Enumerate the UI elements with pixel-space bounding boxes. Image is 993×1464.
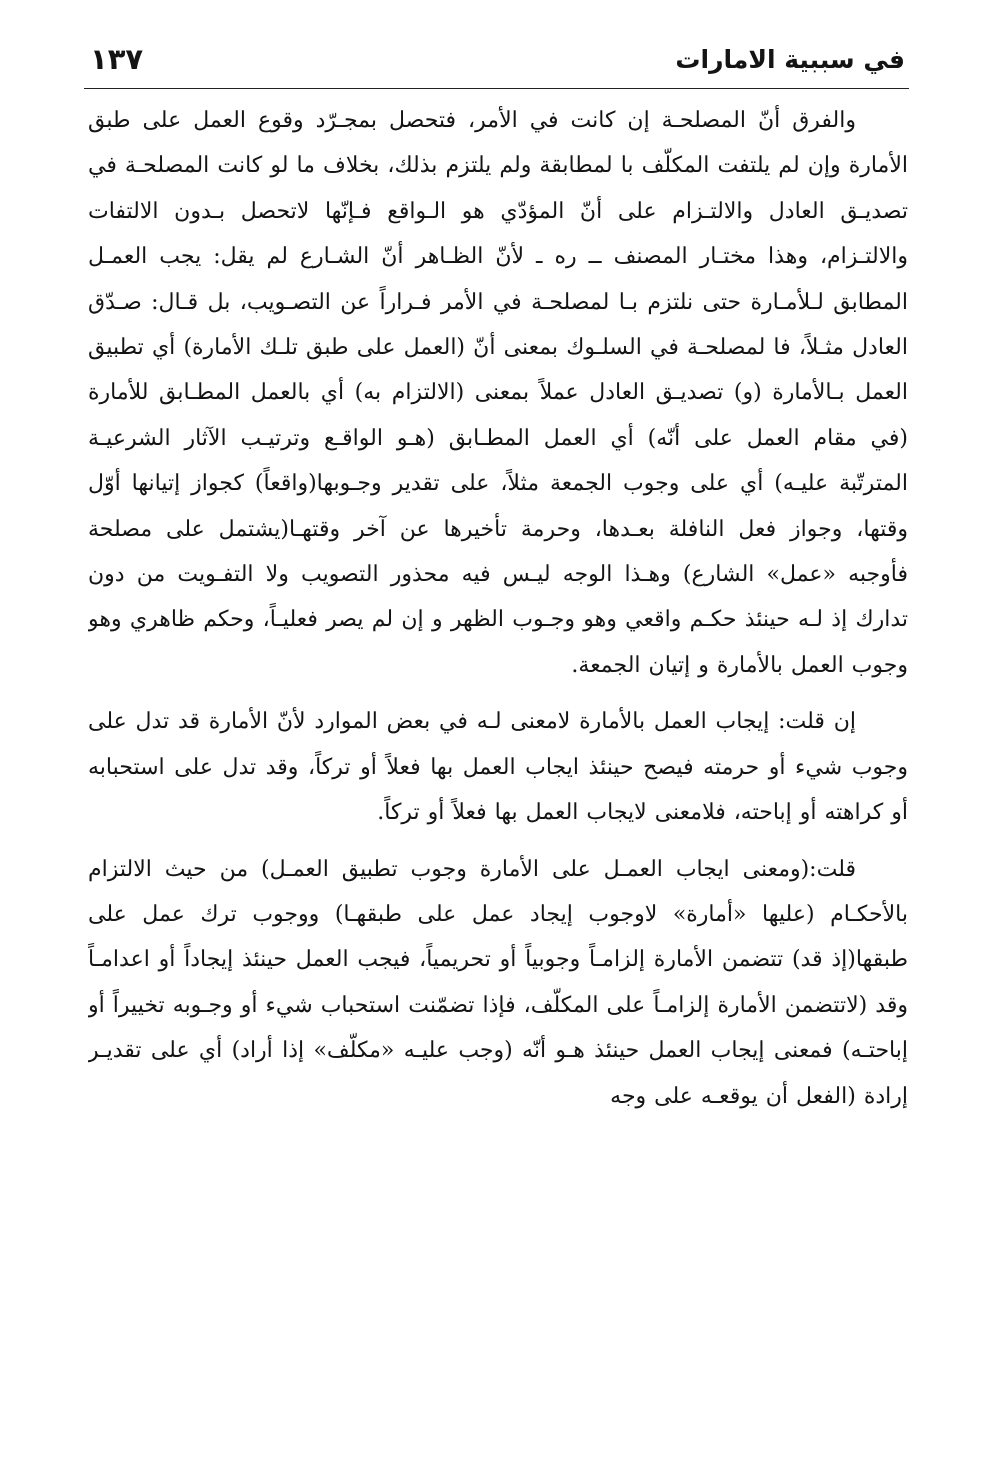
page-header xyxy=(84,36,909,89)
paragraph-3: قلت:(ومعنى ايجاب العمـل على الأمارة وجوب تطبيق العمـل) من حيث الالتزام بالأحكـام (عليها «أمارة» لاوجوب إيجاد عمل على طبقهـا) ووجوب ترك عمل على طبقها(إذ قد) تتضمن الأمارة إلزامـاً وجوبياً أو تحريمياً، فيجب العمل حينئذ إيجاداً أو اعدامـاً وقد (لاتتضمن الأمارة إلزامـاً على المكلّف، فإذا تضمّنت استحباب شيء أو وجـوبه تخييراً أو إباحتـه) فمعنى إيجاب العمل حينئذ هـو أنّه (وجب عليـه «مكلّف» إذا أراد) أي على تقديـر إرادة (الفعل أن يوقعـه على وجه xyxy=(88,856,908,1109)
body-text xyxy=(88,98,908,1438)
running-title: في سببية الامارات xyxy=(675,45,905,74)
paragraph-2: إن قلت: إيجاب العمل بالأمارة لامعنى لـه في بعض الموارد لأنّ الأمارة قد تدل على وجوب شيء أو حرمته فيصح حينئذ ايجاب العمل بها فعلاً أو تركاً، وقد تدل على استحبابه أو كراهته أو إباحته، فلامعنى لايجاب العمل بها فعلاً أو تركاً. xyxy=(88,709,908,826)
page-number: ١٣٧ xyxy=(90,42,144,76)
paragraph-1: والفرق أنّ المصلحـة إن كانت في الأمر، فتحصل بمجـرّد وقوع العمل على طبق الأمارة وإن لم يلتفت المكلّف با لمطابقة ولم يلتزم بذلك، بخلاف ما لو كانت المصلحـة في تصديـق العادل والالتـزام على أنّ المؤدّي هو الـواقع فـإنّها لاتحصل بـدون الالتفات والالتـزام، وهذا مختـار المصنف ــ ره ـ لأنّ الظـاهر أنّ الشـارع لم يقل: يجب العمـل المطابق لـلأمـارة حتى نلتزم بـا لمصلحـة في الأمر فـراراً عن التصـويب، بل قـال: صـدّق العادل مثـلاً، فا لمصلحـة في السلـوك بمعنى أنّ (العمل على طبق تلـك الأمارة) أي تطبيق العمل بـالأمارة (و) تصديـق العادل عملاً بمعنى (الالتزام به) أي بالعمل المطـابق للأمارة (في مقام العمل على أنّه) أي العمل المطـابق (هـو الواقـع وترتيـب الآثار الشرعيـة المترتّبة عليـه) أي على وجوب الجمعة مثلاً، على تقدير وجـوبها(واقعاً) كجواز إتيانها أوّل وقتها، وجواز فعل النافلة بعـدها، وحرمة تأخيرها عن آخر وقتهـا(يشتمل على مصلحة فأوجبه «عمل» الشارع) وهـذا الوجه ليـس فيه محذور التصويب ولا التفـويت من دون تدارك إذ لـه حينئذ حكـم واقعي وهو وجـوب الظهر و إن لم يصر فعليـاً، وحكم ظاهري وهو وجوب العمل بالأمارة و إتيان الجمعة. xyxy=(88,108,908,678)
